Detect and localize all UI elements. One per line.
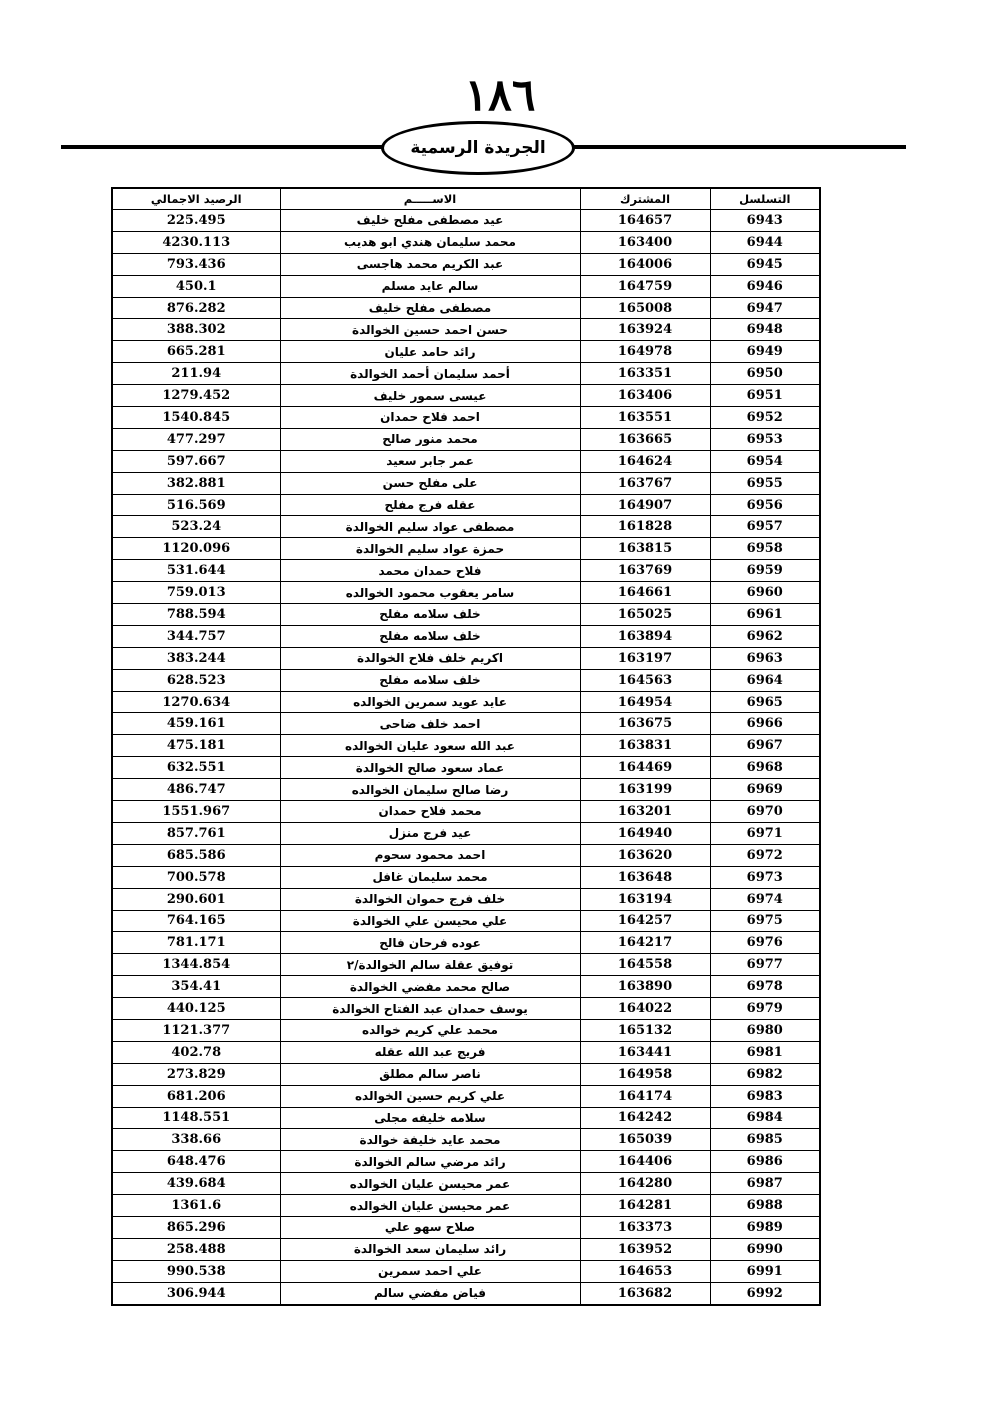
name-cell: سالم عايد مسلم xyxy=(280,275,580,297)
subscriber-cell: 164978 xyxy=(580,341,710,363)
amount-cell: 344.757 xyxy=(112,625,280,647)
table-row xyxy=(112,866,820,888)
subscriber-cell: 164242 xyxy=(580,1107,710,1129)
serial-cell: 6984 xyxy=(710,1107,820,1129)
serial-cell: 6946 xyxy=(710,275,820,297)
serial-cell: 6978 xyxy=(710,976,820,998)
table-row xyxy=(112,932,820,954)
table-row xyxy=(112,822,820,844)
name-cell: فريج عبد الله عقله xyxy=(280,1041,580,1063)
amount-cell: 700.578 xyxy=(112,866,280,888)
table-row xyxy=(112,888,820,910)
serial-cell: 6950 xyxy=(710,363,820,385)
amount-cell: 1279.452 xyxy=(112,385,280,407)
serial-cell: 6972 xyxy=(710,844,820,866)
subscriber-cell: 163675 xyxy=(580,713,710,735)
subscribers-table xyxy=(111,187,821,1306)
amount-cell: 523.24 xyxy=(112,516,280,538)
subscriber-cell: 165025 xyxy=(580,604,710,626)
name-cell: عمر محيسن عليان الخوالده xyxy=(280,1173,580,1195)
table-row xyxy=(112,210,820,232)
table-row xyxy=(112,1173,820,1195)
table-row xyxy=(112,691,820,713)
name-cell: عقله فرج مفلح xyxy=(280,494,580,516)
table-row xyxy=(112,1151,820,1173)
table-row xyxy=(112,450,820,472)
subscriber-cell: 165132 xyxy=(580,1019,710,1041)
subscriber-cell: 164940 xyxy=(580,822,710,844)
serial-cell: 6945 xyxy=(710,253,820,275)
table-row xyxy=(112,625,820,647)
subscriber-cell: 164281 xyxy=(580,1195,710,1217)
serial-cell: 6959 xyxy=(710,560,820,582)
serial-cell: 6992 xyxy=(710,1282,820,1304)
subscriber-cell: 163551 xyxy=(580,407,710,429)
subscriber-cell: 163769 xyxy=(580,560,710,582)
table-row xyxy=(112,954,820,976)
serial-cell: 6988 xyxy=(710,1195,820,1217)
amount-cell: 597.667 xyxy=(112,450,280,472)
table-row xyxy=(112,647,820,669)
serial-cell: 6970 xyxy=(710,801,820,823)
name-cell: محمد منور صالح xyxy=(280,428,580,450)
serial-cell: 6952 xyxy=(710,407,820,429)
subscriber-cell: 164657 xyxy=(580,210,710,232)
table-row xyxy=(112,1282,820,1304)
subscriber-cell: 163815 xyxy=(580,538,710,560)
gazette-title-oval xyxy=(381,121,575,175)
amount-cell: 865.296 xyxy=(112,1216,280,1238)
amount-cell: 258.488 xyxy=(112,1238,280,1260)
serial-cell: 6958 xyxy=(710,538,820,560)
name-cell: علي احمد سمرين xyxy=(280,1260,580,1282)
name-cell: رائد مرضي سالم الخوالدة xyxy=(280,1151,580,1173)
amount-cell: 1148.551 xyxy=(112,1107,280,1129)
amount-cell: 648.476 xyxy=(112,1151,280,1173)
table-row xyxy=(112,253,820,275)
serial-cell: 6973 xyxy=(710,866,820,888)
amount-cell: 759.013 xyxy=(112,582,280,604)
amount-cell: 1344.854 xyxy=(112,954,280,976)
name-cell: رائد سليمان سعد الخوالدة xyxy=(280,1238,580,1260)
amount-cell: 685.586 xyxy=(112,844,280,866)
serial-cell: 6955 xyxy=(710,472,820,494)
table-row xyxy=(112,297,820,319)
name-cell: محمد سليمان هندي ابو هديب xyxy=(280,231,580,253)
name-cell: على مفلح حسن xyxy=(280,472,580,494)
table-row xyxy=(112,319,820,341)
table-row xyxy=(112,582,820,604)
subscriber-cell: 163373 xyxy=(580,1216,710,1238)
name-cell: توفيق عقلة سالم الخوالدة/٢ xyxy=(280,954,580,976)
amount-cell: 1361.6 xyxy=(112,1195,280,1217)
table-row xyxy=(112,560,820,582)
name-cell: عيد فرج منزل xyxy=(280,822,580,844)
table-row xyxy=(112,1260,820,1282)
subscriber-cell: 164954 xyxy=(580,691,710,713)
name-cell: احمد خلف ضاحى xyxy=(280,713,580,735)
table-row xyxy=(112,976,820,998)
table-row xyxy=(112,757,820,779)
serial-cell: 6964 xyxy=(710,669,820,691)
amount-cell: 211.94 xyxy=(112,363,280,385)
subscriber-cell: 165008 xyxy=(580,297,710,319)
serial-cell: 6968 xyxy=(710,757,820,779)
subscriber-cell: 163620 xyxy=(580,844,710,866)
amount-cell: 1121.377 xyxy=(112,1019,280,1041)
subscriber-cell: 163197 xyxy=(580,647,710,669)
table-row xyxy=(112,275,820,297)
amount-cell: 273.829 xyxy=(112,1063,280,1085)
serial-cell: 6949 xyxy=(710,341,820,363)
subscriber-cell: 164469 xyxy=(580,757,710,779)
name-cell: عيسى سمور خليف xyxy=(280,385,580,407)
table-row xyxy=(112,604,820,626)
amount-cell: 516.569 xyxy=(112,494,280,516)
amount-cell: 440.125 xyxy=(112,998,280,1020)
subscriber-cell: 163952 xyxy=(580,1238,710,1260)
table-row xyxy=(112,844,820,866)
name-cell: احمد محمود سحوم xyxy=(280,844,580,866)
serial-cell: 6989 xyxy=(710,1216,820,1238)
subscriber-cell: 164406 xyxy=(580,1151,710,1173)
serial-cell: 6969 xyxy=(710,779,820,801)
serial-cell: 6953 xyxy=(710,428,820,450)
serial-cell: 6956 xyxy=(710,494,820,516)
name-cell: محمد عايد خليفة خوالدة xyxy=(280,1129,580,1151)
table-row xyxy=(112,1238,820,1260)
name-cell: حمزة عواد سليم الخوالدة xyxy=(280,538,580,560)
subscriber-cell: 164022 xyxy=(580,998,710,1020)
subscriber-cell: 164257 xyxy=(580,910,710,932)
amount-cell: 439.684 xyxy=(112,1173,280,1195)
name-cell: محمد علي كريم خوالده xyxy=(280,1019,580,1041)
serial-cell: 6944 xyxy=(710,231,820,253)
subscriber-cell: 164006 xyxy=(580,253,710,275)
serial-cell: 6965 xyxy=(710,691,820,713)
amount-cell: 1540.845 xyxy=(112,407,280,429)
serial-cell: 6943 xyxy=(710,210,820,232)
serial-cell: 6967 xyxy=(710,735,820,757)
serial-cell: 6983 xyxy=(710,1085,820,1107)
subscriber-cell: 164907 xyxy=(580,494,710,516)
serial-cell: 6982 xyxy=(710,1063,820,1085)
header-serial: التسلسل xyxy=(710,188,820,210)
name-cell: عمر محيسن عليان الخوالده xyxy=(280,1195,580,1217)
table-row xyxy=(112,1107,820,1129)
amount-cell: 290.601 xyxy=(112,888,280,910)
name-cell: سامر يعقوب محمود الخوالده xyxy=(280,582,580,604)
name-cell: سلامه خليفه مجلى xyxy=(280,1107,580,1129)
amount-cell: 531.644 xyxy=(112,560,280,582)
gazette-title: الجريدة الرسمية xyxy=(410,138,546,158)
header-subscriber: المشترك xyxy=(580,188,710,210)
subscriber-cell: 163894 xyxy=(580,625,710,647)
amount-cell: 225.495 xyxy=(112,210,280,232)
amount-cell: 388.302 xyxy=(112,319,280,341)
serial-cell: 6948 xyxy=(710,319,820,341)
serial-cell: 6963 xyxy=(710,647,820,669)
serial-cell: 6974 xyxy=(710,888,820,910)
subscriber-cell: 163924 xyxy=(580,319,710,341)
name-cell: ناصر سالم مطلق xyxy=(280,1063,580,1085)
serial-cell: 6957 xyxy=(710,516,820,538)
serial-cell: 6980 xyxy=(710,1019,820,1041)
subscriber-cell: 163400 xyxy=(580,231,710,253)
subscriber-cell: 164653 xyxy=(580,1260,710,1282)
subscriber-cell: 163890 xyxy=(580,976,710,998)
name-cell: خلف فرج حموان الخوالدة xyxy=(280,888,580,910)
name-cell: عايد عويد سمرين الخوالده xyxy=(280,691,580,713)
table-row xyxy=(112,779,820,801)
amount-cell: 450.1 xyxy=(112,275,280,297)
subscriber-cell: 165039 xyxy=(580,1129,710,1151)
name-cell: أحمد سليمان أحمد الخوالدة xyxy=(280,363,580,385)
name-cell: محمد سليمان غافل xyxy=(280,866,580,888)
amount-cell: 788.594 xyxy=(112,604,280,626)
table-row xyxy=(112,494,820,516)
subscriber-cell: 163194 xyxy=(580,888,710,910)
amount-cell: 4230.113 xyxy=(112,231,280,253)
table-row xyxy=(112,735,820,757)
subscriber-cell: 163682 xyxy=(580,1282,710,1304)
name-cell: عبد الكريم محمد هاجسى xyxy=(280,253,580,275)
amount-cell: 1120.096 xyxy=(112,538,280,560)
amount-cell: 781.171 xyxy=(112,932,280,954)
serial-cell: 6987 xyxy=(710,1173,820,1195)
table-row xyxy=(112,363,820,385)
table-row xyxy=(112,407,820,429)
name-cell: احمد فلاح حمدان xyxy=(280,407,580,429)
table-row xyxy=(112,385,820,407)
serial-cell: 6981 xyxy=(710,1041,820,1063)
serial-cell: 6954 xyxy=(710,450,820,472)
subscriber-cell: 164759 xyxy=(580,275,710,297)
table-row xyxy=(112,1195,820,1217)
subscriber-cell: 164558 xyxy=(580,954,710,976)
header-name: الاســـــم xyxy=(280,188,580,210)
subscriber-cell: 164280 xyxy=(580,1173,710,1195)
table-row xyxy=(112,669,820,691)
table-row xyxy=(112,910,820,932)
name-cell: عمر جابر سعيد xyxy=(280,450,580,472)
subscriber-cell: 163441 xyxy=(580,1041,710,1063)
subscriber-cell: 164563 xyxy=(580,669,710,691)
name-cell: رضا صالح سليمان الخوالده xyxy=(280,779,580,801)
serial-cell: 6951 xyxy=(710,385,820,407)
name-cell: يوسف حمدان عبد الفتاح الخوالدة xyxy=(280,998,580,1020)
amount-cell: 764.165 xyxy=(112,910,280,932)
serial-cell: 6979 xyxy=(710,998,820,1020)
name-cell: علي محيسن علي الخوالدة xyxy=(280,910,580,932)
page-number: ١٨٦ xyxy=(464,70,536,121)
subscriber-cell: 163648 xyxy=(580,866,710,888)
amount-cell: 1270.634 xyxy=(112,691,280,713)
table-row xyxy=(112,516,820,538)
serial-cell: 6960 xyxy=(710,582,820,604)
subscriber-cell: 163201 xyxy=(580,801,710,823)
amount-cell: 383.244 xyxy=(112,647,280,669)
header-amount: الرصيد الاجمالي xyxy=(112,188,280,210)
amount-cell: 628.523 xyxy=(112,669,280,691)
amount-cell: 354.41 xyxy=(112,976,280,998)
table-row xyxy=(112,1063,820,1085)
amount-cell: 990.538 xyxy=(112,1260,280,1282)
subscriber-cell: 161828 xyxy=(580,516,710,538)
name-cell: حسن احمد حسين الخوالدة xyxy=(280,319,580,341)
serial-cell: 6985 xyxy=(710,1129,820,1151)
name-cell: عيد مصطفى مفلح خليف xyxy=(280,210,580,232)
subscriber-cell: 163199 xyxy=(580,779,710,801)
table-row xyxy=(112,801,820,823)
subscriber-cell: 163831 xyxy=(580,735,710,757)
subscriber-cell: 164661 xyxy=(580,582,710,604)
amount-cell: 632.551 xyxy=(112,757,280,779)
serial-cell: 6986 xyxy=(710,1151,820,1173)
name-cell: رائد حامد عليان xyxy=(280,341,580,363)
table-body xyxy=(112,210,820,1305)
serial-cell: 6962 xyxy=(710,625,820,647)
name-cell: خلف سلامه مفلح xyxy=(280,625,580,647)
name-cell: مصطفى مفلح خليف xyxy=(280,297,580,319)
amount-cell: 665.281 xyxy=(112,341,280,363)
subscriber-cell: 163767 xyxy=(580,472,710,494)
amount-cell: 876.282 xyxy=(112,297,280,319)
amount-cell: 475.181 xyxy=(112,735,280,757)
amount-cell: 477.297 xyxy=(112,428,280,450)
serial-cell: 6990 xyxy=(710,1238,820,1260)
table-row xyxy=(112,1019,820,1041)
subscriber-cell: 163665 xyxy=(580,428,710,450)
name-cell: صالح محمد مفضي الخوالدة xyxy=(280,976,580,998)
table-row xyxy=(112,428,820,450)
table-row xyxy=(112,1041,820,1063)
name-cell: فلاح حمدان محمد xyxy=(280,560,580,582)
name-cell: خلف سلامه مفلح xyxy=(280,604,580,626)
name-cell: فياض مفضي سالم xyxy=(280,1282,580,1304)
serial-cell: 6966 xyxy=(710,713,820,735)
subscriber-cell: 164217 xyxy=(580,932,710,954)
serial-cell: 6976 xyxy=(710,932,820,954)
table-row xyxy=(112,713,820,735)
serial-cell: 6947 xyxy=(710,297,820,319)
name-cell: محمد فلاح حمدان xyxy=(280,801,580,823)
table-row xyxy=(112,472,820,494)
amount-cell: 857.761 xyxy=(112,822,280,844)
serial-cell: 6961 xyxy=(710,604,820,626)
amount-cell: 459.161 xyxy=(112,713,280,735)
table-row xyxy=(112,1216,820,1238)
name-cell: عماد سعود صالح الخوالدة xyxy=(280,757,580,779)
amount-cell: 306.944 xyxy=(112,1282,280,1304)
amount-cell: 1551.967 xyxy=(112,801,280,823)
serial-cell: 6991 xyxy=(710,1260,820,1282)
table-row xyxy=(112,231,820,253)
name-cell: علي كريم حسين الخوالده xyxy=(280,1085,580,1107)
amount-cell: 382.881 xyxy=(112,472,280,494)
table-row xyxy=(112,538,820,560)
table-row xyxy=(112,998,820,1020)
table-row xyxy=(112,341,820,363)
subscriber-cell: 163351 xyxy=(580,363,710,385)
name-cell: عوده فرحان فالح xyxy=(280,932,580,954)
amount-cell: 486.747 xyxy=(112,779,280,801)
name-cell: عبد الله سعود عليان الخوالده xyxy=(280,735,580,757)
name-cell: خلف سلامه مفلح xyxy=(280,669,580,691)
name-cell: اكريم خلف فلاح الخوالدة xyxy=(280,647,580,669)
subscriber-cell: 164624 xyxy=(580,450,710,472)
amount-cell: 681.206 xyxy=(112,1085,280,1107)
name-cell: مصطفى عواد سليم الخوالدة xyxy=(280,516,580,538)
amount-cell: 793.436 xyxy=(112,253,280,275)
table-row xyxy=(112,1085,820,1107)
subscriber-cell: 164174 xyxy=(580,1085,710,1107)
serial-cell: 6971 xyxy=(710,822,820,844)
amount-cell: 402.78 xyxy=(112,1041,280,1063)
table-row xyxy=(112,1129,820,1151)
name-cell: صلاح سهو علي xyxy=(280,1216,580,1238)
amount-cell: 338.66 xyxy=(112,1129,280,1151)
subscriber-cell: 163406 xyxy=(580,385,710,407)
serial-cell: 6975 xyxy=(710,910,820,932)
serial-cell: 6977 xyxy=(710,954,820,976)
subscriber-cell: 164958 xyxy=(580,1063,710,1085)
table-header-row xyxy=(112,188,820,210)
